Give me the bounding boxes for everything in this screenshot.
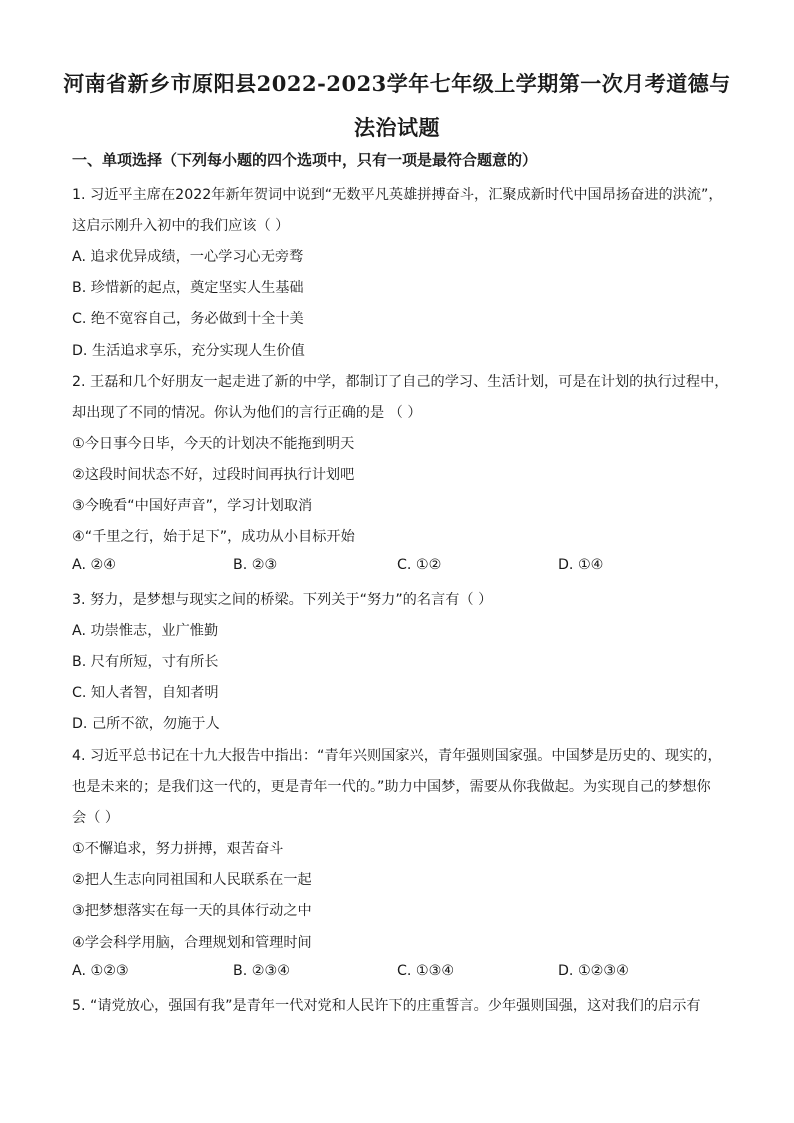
q4-stem-line-1: 4. 习近平总书记在十九大报告中指出：“青年兴则国家兴，青年强则国家强。中国梦是历史的、现实的， bbox=[72, 748, 722, 764]
q2-option-d: D. ①④ bbox=[558, 557, 604, 573]
q1-option-d: D. 生活追求享乐，充分实现人生价值 bbox=[72, 343, 305, 359]
q2-stem-line-2: 却出现了不同的情况。你认为他们的言行正确的是 （ ） bbox=[72, 405, 422, 421]
q1-option-c: C. 绝不宽容自己，务必做到十全十美 bbox=[72, 311, 304, 327]
q4-option-d: D. ①②③④ bbox=[558, 963, 629, 979]
q1-option-b: B. 珍惜新的起点，奠定坚实人生基础 bbox=[72, 280, 304, 296]
q4-option-a: A. ①②③ bbox=[72, 963, 129, 979]
q2-option-b: B. ②③ bbox=[233, 557, 278, 573]
q4-stem-line-2: 也是未来的；是我们这一代的，更是青年一代的。”助力中国梦，需要从你我做起。为实现自己的梦想你 bbox=[72, 779, 711, 795]
q3-option-b: B. 尺有所短，寸有所长 bbox=[72, 654, 219, 670]
exam-title-line-1: 河南省新乡市原阳县2022-2023学年七年级上学期第一次月考道德与 bbox=[63, 71, 731, 96]
q3-stem-line-1: 3. 努力，是梦想与现实之间的桥梁。下列关于“努力”的名言有（ ） bbox=[72, 592, 493, 608]
section-heading: 一、单项选择（下列每小题的四个选项中，只有一项是最符合题意的） bbox=[72, 151, 538, 169]
q4-item-2: ②把人生志向同祖国和人民联系在一起 bbox=[72, 872, 312, 888]
q4-option-b: B. ②③④ bbox=[233, 963, 290, 979]
q2-option-a: A. ②④ bbox=[72, 557, 116, 573]
q1-stem-line-2: 这启示刚升入初中的我们应该（ ） bbox=[72, 218, 290, 234]
q2-option-c: C. ①② bbox=[397, 557, 442, 573]
q4-options-row bbox=[72, 963, 732, 983]
q3-option-a: A. 功崇惟志，业广惟勤 bbox=[72, 623, 219, 639]
q2-options-row bbox=[72, 557, 732, 577]
q1-stem-line-1: 1. 习近平主席在2022年新年贺词中说到“无数平凡英雄拼搏奋斗，汇聚成新时代中国昂扬奋进的洪流”， bbox=[72, 187, 723, 203]
q4-item-3: ③把梦想落实在每一天的具体行动之中 bbox=[72, 903, 312, 919]
q3-option-d: D. 己所不欲，勿施于人 bbox=[72, 716, 220, 732]
q2-item-4: ④“千里之行，始于足下”，成功从小目标开始 bbox=[72, 529, 355, 545]
q2-stem-line-1: 2. 王磊和几个好朋友一起走进了新的中学，都制订了自己的学习、生活计划，可是在计划的执行过程中， bbox=[72, 374, 729, 390]
q2-item-3: ③今晚看“中国好声音”，学习计划取消 bbox=[72, 498, 313, 514]
q2-item-2: ②这段时间状态不好，过段时间再执行计划吧 bbox=[72, 467, 355, 483]
q2-item-1: ①今日事今日毕，今天的计划决不能拖到明天 bbox=[72, 436, 355, 452]
q1-option-a: A. 追求优异成绩，一心学习心无旁骛 bbox=[72, 249, 304, 265]
q4-stem-line-3: 会（ ） bbox=[72, 810, 120, 826]
exam-title-line-2: 法治试题 bbox=[354, 115, 440, 140]
q4-option-c: C. ①③④ bbox=[397, 963, 455, 979]
q5-stem-line-1: 5. “请党放心，强国有我”是青年一代对党和人民许下的庄重誓言。少年强则国强，这对我们的启示有 bbox=[72, 998, 701, 1014]
q4-item-4: ④学会科学用脑，合理规划和管理时间 bbox=[72, 935, 312, 951]
q4-item-1: ①不懈追求，努力拼搏，艰苦奋斗 bbox=[72, 841, 284, 857]
q3-option-c: C. 知人者智，自知者明 bbox=[72, 685, 219, 701]
